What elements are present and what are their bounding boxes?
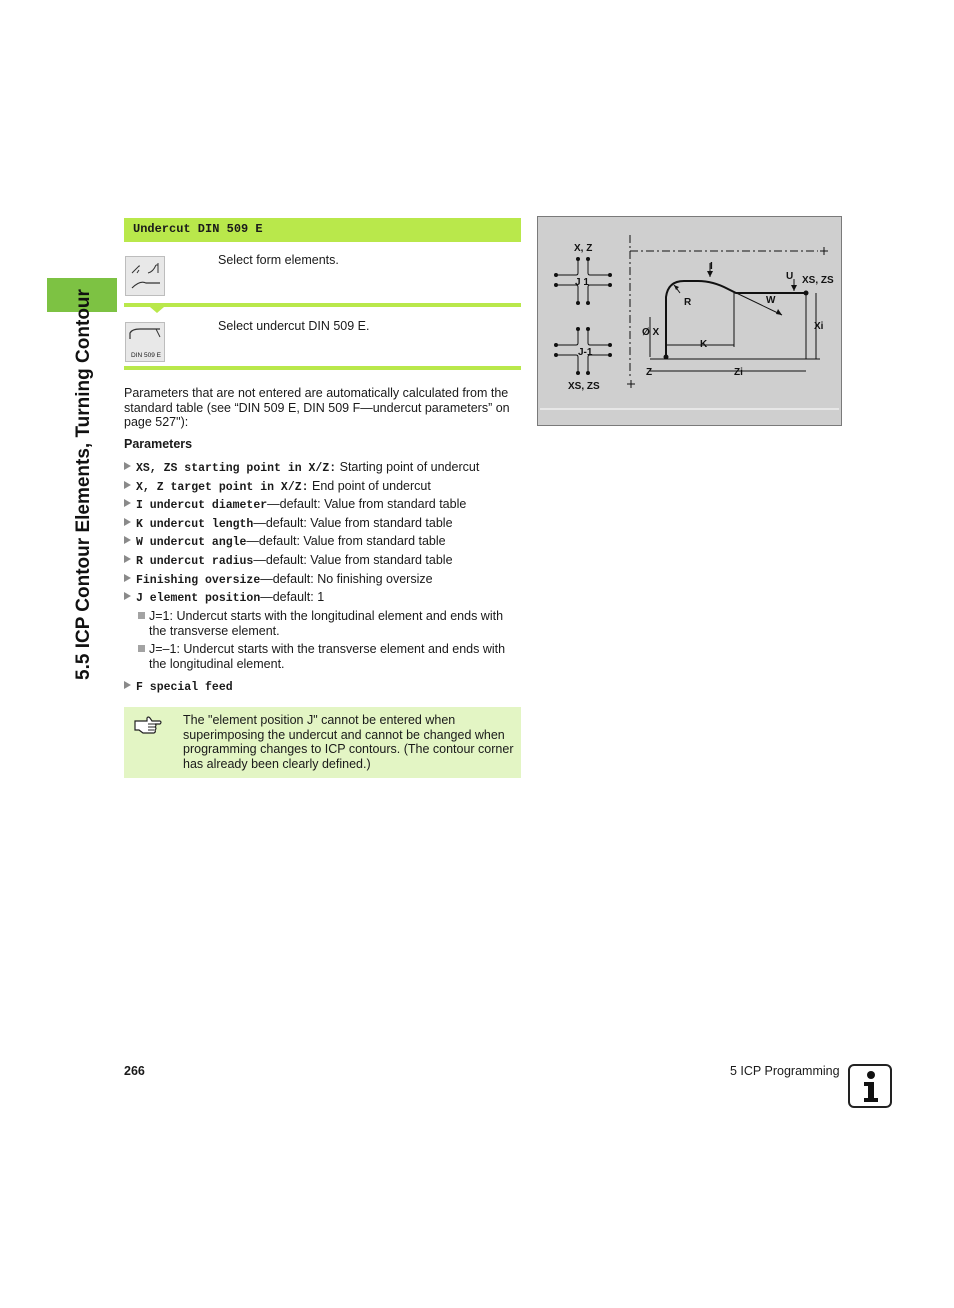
bullet-arrow-icon bbox=[124, 592, 131, 600]
param-item: I undercut diameter—default: Value from standard table bbox=[124, 497, 466, 512]
square-bullet-icon bbox=[138, 612, 145, 619]
sub-item: J=1: Undercut starts with the longitudinal element and ends with the transverse element. bbox=[138, 609, 522, 638]
step-divider bbox=[124, 366, 521, 370]
step-arrow-icon bbox=[150, 307, 164, 313]
param-item: R undercut radius—default: Value from standard table bbox=[124, 553, 453, 568]
param-item: J element position—default: 1 bbox=[124, 590, 324, 605]
undercut-diagram bbox=[537, 216, 842, 426]
param-item: XS, ZS starting point in X/Z: Starting point of undercut bbox=[124, 460, 479, 475]
param-item: F special feed bbox=[124, 679, 233, 694]
label-u: U bbox=[786, 271, 794, 282]
label-xz: X, Z bbox=[574, 243, 593, 254]
softkey-label: DIN 509 E bbox=[131, 352, 161, 359]
label-w: W bbox=[766, 295, 776, 306]
undercut-diagram-drawing bbox=[538, 217, 841, 425]
undercut-din509e-softkey-icon bbox=[125, 322, 165, 362]
parameters-heading: Parameters bbox=[124, 437, 193, 451]
label-k: K bbox=[700, 339, 708, 350]
param-item: W undercut angle—default: Value from standard table bbox=[124, 534, 446, 549]
form-elements-softkey-icon bbox=[125, 256, 165, 296]
sub-item: J=–1: Undercut starts with the transverse element and ends with the longitudinal element. bbox=[138, 642, 522, 671]
label-xi: Xi bbox=[814, 321, 824, 332]
section-title: Undercut DIN 509 E bbox=[133, 222, 263, 236]
label-z: Z bbox=[646, 367, 653, 378]
bullet-arrow-icon bbox=[124, 574, 131, 582]
note-text: The "element position J" cannot be entered when superimposing the undercut and cannot be changed when programming changes to ICP contours. (The contour corner has already been clearly defined.) bbox=[183, 713, 514, 771]
bullet-arrow-icon bbox=[124, 481, 131, 489]
intro-paragraph: Parameters that are not entered are automatically calculated from the standard table (see “DIN 509 E, DIN 509 F—undercut parameters” on page 527"): bbox=[124, 386, 510, 429]
param-item: Finishing oversize—default: No finishing oversize bbox=[124, 572, 433, 587]
step-select-form-elements: Select form elements. bbox=[218, 253, 339, 267]
bullet-arrow-icon bbox=[124, 462, 131, 470]
label-j1: J 1 bbox=[575, 277, 589, 288]
chapter-name: 5 ICP Programming bbox=[730, 1064, 840, 1078]
label-jm1: J-1 bbox=[578, 347, 593, 358]
bullet-arrow-icon bbox=[124, 499, 131, 507]
info-icon bbox=[848, 1064, 892, 1108]
step-divider bbox=[124, 303, 521, 307]
param-item: K undercut length—default: Value from standard table bbox=[124, 516, 453, 531]
bullet-arrow-icon bbox=[124, 536, 131, 544]
label-xszs-left: XS, ZS bbox=[568, 381, 600, 392]
label-dx: Ø X bbox=[642, 327, 660, 338]
page-number: 266 bbox=[124, 1064, 145, 1078]
section-header bbox=[124, 218, 521, 242]
step-select-undercut: Select undercut DIN 509 E. bbox=[218, 319, 370, 333]
label-xszs-right: XS, ZS bbox=[802, 275, 834, 286]
bullet-arrow-icon bbox=[124, 555, 131, 563]
note-box bbox=[124, 707, 521, 778]
label-r: R bbox=[684, 297, 692, 308]
bullet-arrow-icon bbox=[124, 681, 131, 689]
square-bullet-icon bbox=[138, 645, 145, 652]
chapter-side-title: 5.5 ICP Contour Elements, Turning Contour bbox=[73, 289, 94, 680]
label-zi: Zi bbox=[734, 367, 743, 378]
param-item: X, Z target point in X/Z: End point of undercut bbox=[124, 479, 431, 494]
label-i: I bbox=[710, 261, 713, 272]
bullet-arrow-icon bbox=[124, 518, 131, 526]
pointing-hand-icon bbox=[133, 715, 163, 737]
